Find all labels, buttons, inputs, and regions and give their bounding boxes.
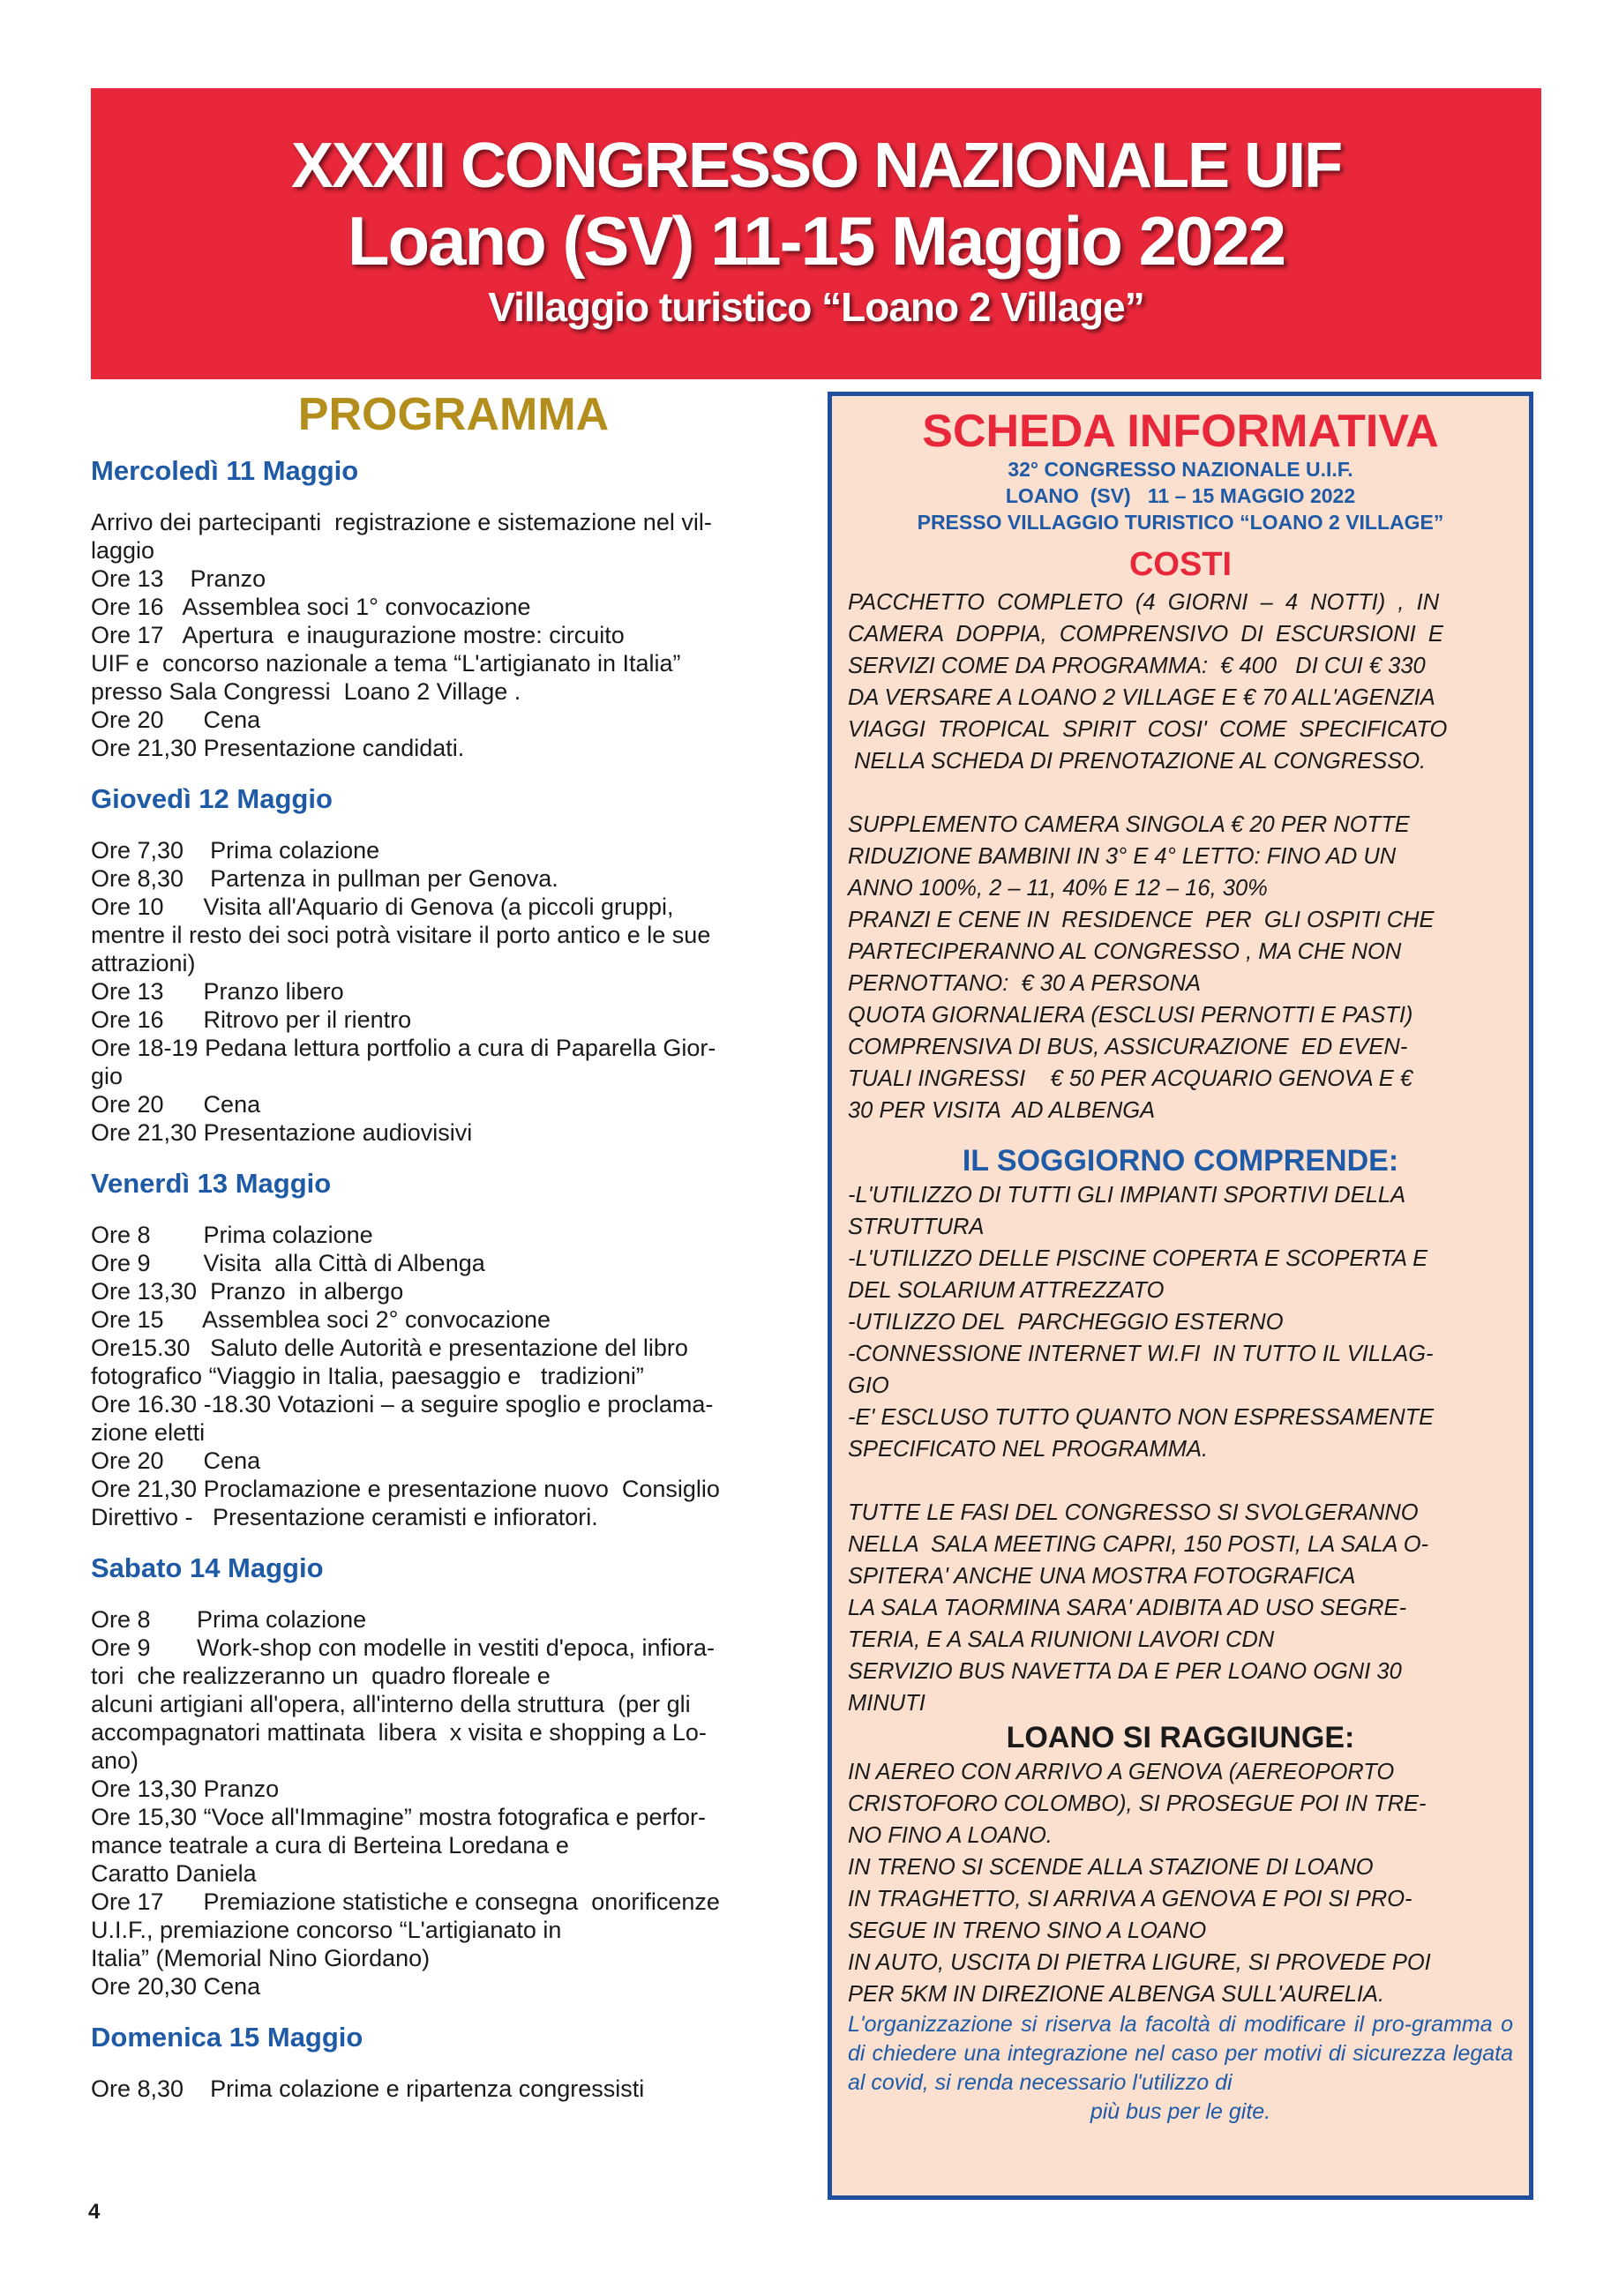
scheda-subtitle: 32° CONGRESSO NAZIONALE U.I.F. LOANO (SV) 11 – 15 MAGGIO 2022 PRESSO VILLAGGIO TURISTICO “LOANO 2 VILLAGE” (917, 458, 1444, 534)
congress-venue: Villaggio turistico “Loano 2 Village” (488, 284, 1144, 330)
day-schedule-saturday: Ore 8 Prima colazione Ore 9 Work-shop con modelle in vestiti d'epoca, infiora- tori che realizzeranno un quadro floreale e alcuni artigiani all'opera, all'interno della struttura (per gli accompagnatori mattinata libera x visita e shopping a Lo- ano) Ore 13,30 Pranzo Ore 15,30 “Voce all'Immagine” mostra fotografica e perfor- mance teatrale a cura di Berteina Loredana e Caratto Daniela Ore 17 Premiazione statistiche e consegna onorificenze U.I.F., premiazione concorso “L'artigianato in Italia” (Memorial Nino Giordano) Ore 20,30 Cena (91, 1606, 720, 2000)
day-schedule-sunday: Ore 8,30 Prima colazione e ripartenza congressisti (91, 2075, 645, 2102)
organizzazione-note: L'organizzazione si riserva la facoltà di modificare il pro-gramma o di chiedere una integrazione nel caso per motivi di sicurezza legata al covid, si renda necessario l'utilizzo di (848, 2012, 1513, 2095)
soggiorno-text: -L'UTILIZZO DI TUTTI GLI IMPIANTI SPORTIVI DELLA STRUTTURA -L'UTILIZZO DELLE PISCINE COPERTA E SCOPERTA E DEL SOLARIUM ATTREZZATO -UTILIZZO DEL PARCHEGGIO ESTERNO -CONNESSIONE INTERNET WI.FI IN TUTTO IL VILLAG- GIO -E' ESCLUSO TUTTO QUANTO NON ESPRESSAMENTE SPECIFICATO NEL PROGRAMMA. (848, 1183, 1435, 1462)
day-schedule-thursday: Ore 7,30 Prima colazione Ore 8,30 Partenza in pullman per Genova. Ore 10 Visita all'Aquario di Genova (a piccoli gruppi, mentre il resto dei soci potrà visitare il porto antico e le sue attrazioni) Ore 13 Pranzo libero Ore 16 Ritrovo per il rientro Ore 18-19 Pedana lettura portfolio a cura di Paparella Gior- gio Ore 20 Cena Ore 21,30 Presentazione audiovisivi (91, 837, 716, 1146)
soggiorno-title: IL SOGGIORNO COMPRENDE: (962, 1144, 1399, 1178)
costi-text: PACCHETTO COMPLETO (4 GIORNI – 4 NOTTI) , IN CAMERA DOPPIA, COMPRENSIVO DI ESCURSIONI E SERVIZI COME DA PROGRAMMA: € 400 DI CUI € 330 DA VERSARE A LOANO 2 VILLAGE E € 70 ALL'AGENZIA VIAGGI TROPICAL SPIRIT COSI' COME SPECIFICATO NELLA SCHEDA DI PRENOTAZIONE AL CONGRESSO. (848, 590, 1448, 774)
organizzazione-note-end: più bus per le gite. (1090, 2099, 1271, 2124)
day-schedule-wednesday: Arrivo dei partecipanti registrazione e sistemazione nel vil- laggio Ore 13 Pranzo Ore 16 Assemblea soci 1° convocazione Ore 17 Apertura e inaugurazione mostre: circuito UIF e concorso nazionale a tema “L'artigianato in Italia” presso Sala Congressi Loano 2 Village . Ore 20 Cena Ore 21,30 Presentazione candidati. (91, 509, 712, 761)
congress-title: XXXII CONGRESSO NAZIONALE UIF (290, 131, 1342, 201)
supplementi-text: SUPPLEMENTO CAMERA SINGOLA € 20 PER NOTTE RIDUZIONE BAMBINI IN 3° E 4° LETTO: FINO AD UN ANNO 100%, 2 – 11, 40% E 12 – 16, 30% PRANZI E CENE IN RESIDENCE PER GLI OSPITI CHE PARTECIPERANNO AL CONGRESSO , MA CHE NON PERNOTTANO: € 30 A PERSONA QUOTA GIORNALIERA (ESCLUSI PERNOTTI E PASTI) COMPRENSIVA DI BUS, ASSICURAZIONE ED EVEN- TUALI INGRESSI € 50 PER ACQUARIO GENOVA E € 30 PER VISITA AD ALBENGA (848, 812, 1435, 1123)
page-number: 4 (88, 2200, 101, 2224)
programma-title: PROGRAMMA (297, 389, 610, 440)
raggiunge-text: IN AEREO CON ARRIVO A GENOVA (AEREOPORTO CRISTOFORO COLOMBO), SI PROSEGUE POI IN TRE- NO FINO A LOANO. IN TRENO SI SCENDE ALLA STAZIONE DI LOANO IN TRAGHETTO, SI ARRIVA A GENOVA E POI SI PRO- SEGUE IN TRENO SINO A LOANO IN AUTO, USCITA DI PIETRA LIGURE, SI PROVEDE POI PER 5KM IN DIREZIONE ALBENGA SULL'AURELIA. (848, 1760, 1431, 2007)
scheda-title: SCHEDA INFORMATIVA (922, 406, 1439, 457)
programma-column (91, 388, 816, 2122)
costi-title: COSTI (1128, 546, 1233, 583)
day-heading-saturday: Sabato 14 Maggio (91, 1552, 324, 1583)
scheda-informativa-box (828, 392, 1533, 2200)
raggiunge-title: LOANO SI RAGGIUNGE: (1006, 1721, 1355, 1754)
day-heading-thursday: Giovedì 12 Maggio (91, 783, 333, 814)
header-banner (91, 88, 1541, 379)
day-heading-friday: Venerdì 13 Maggio (91, 1168, 332, 1199)
day-heading-wednesday: Mercoledì 11 Maggio (91, 455, 359, 486)
congress-place-date: Loano (SV) 11-15 Maggio 2022 (347, 202, 1285, 280)
day-heading-sunday: Domenica 15 Maggio (91, 2022, 363, 2053)
day-schedule-friday: Ore 8 Prima colazione Ore 9 Visita alla Città di Albenga Ore 13,30 Pranzo in albergo Ore 15 Assemblea soci 2° convocazione Ore15.30 Saluto delle Autorità e presentazione del libro fotografico “Viaggio in Italia, paesaggio e tradizioni” Ore 16.30 -18.30 Votazioni – a seguire spoglio e proclama- zione eletti Ore 20 Cena Ore 21,30 Proclamazione e presentazione nuovo Consiglio Direttivo - Presentazione ceramisti e infioratori. (91, 1222, 720, 1530)
fasi-text: TUTTE LE FASI DEL CONGRESSO SI SVOLGERANNO NELLA SALA MEETING CAPRI, 150 POSTI, LA SALA O- SPITERA' ANCHE UNA MOSTRA FOTOGRAFICA LA SALA TAORMINA SARA' ADIBITA AD USO SEGRE- TERIA, E A SALA RIUNIONI LAVORI CDN SERVIZIO BUS NAVETTA DA E PER LOANO OGNI 30 MINUTI (848, 1500, 1429, 1716)
